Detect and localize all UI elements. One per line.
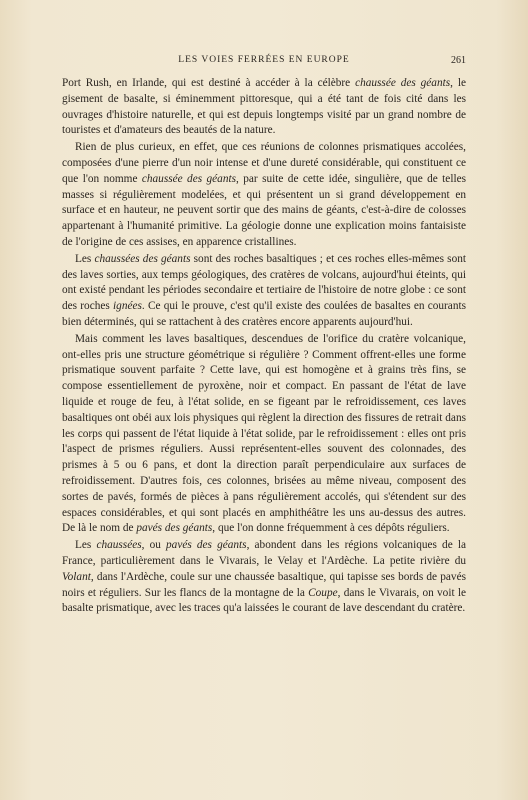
text-run: , dans l'Ardèche, coule sur une chaussée basaltique, qui tapisse ses bords de pavés noirs et réguliers. Sur les flancs de la montagne de la: [62, 570, 466, 599]
text-run: Mais comment les laves basaltiques, descendues de l'orifice du cratère volcanique, ont-elles pris une structure géométrique si régulière ? Comment offrent-elles une forme prismatique souvent parfaite ? Cette lave, qui est homogène et à grains très fins, se compose essentiellement de pyroxène, noir et compact. En passant de l'état de lave liquide et rouge de feu, à l'état solide, en se figeant par le refroidissement, ces laves basaltiques ont obéi aux lois physiques qui règlent la direction des fissures de retrait dans les corps qui passent de l'état liquide à l'état solide, par le refroidissement : elles ont pris l'aspect de prismes réguliers. Aussi représentent-elles souvent des colonnades, des prismes à 5 ou 6 pans, et dont la direction paraît perpendiculaire aux surfaces de refroidissement. D'autres fois, ces colonnes, brisées au même niveau, composent des sortes de pavés, formés de pièces à pans régulièrement accolés, qui s'étendent sur des espaces considérables, et qui sont placés en amphithéâtre les uns au-dessus des autres. De là le nom de: [62, 332, 466, 535]
paragraph: [62, 252, 466, 331]
running-title: LES VOIES FERRÉES EN EUROPE: [178, 55, 350, 65]
italic-run: pavés des géants: [166, 539, 247, 552]
body-text: [62, 76, 466, 617]
italic-run: chaussée des géants: [141, 172, 237, 185]
text-run: , dans le Vivarais, on voit le basalte prismatique, avec les traces qu'a laissées le courant de lave descendant du cratère.: [62, 586, 466, 615]
text-run: , le gisement de basalte, si éminemment pittoresque, qui a été tant de fois cité dans les ouvrages d'histoire naturelle, et qui est depuis longtemps visité par un grand nombre de touristes et d'amateurs des beautés de la nature.: [62, 77, 466, 137]
italic-run: pavés des géants: [136, 522, 213, 535]
paragraph: [62, 332, 466, 537]
text-run: Rien de plus curieux, en effet, que ces réunions de colonnes prismatiques accolées, composées d'une pierre d'un noir intense et d'une dureté considérable, qui constituent ce que l'on nomme: [62, 141, 466, 185]
page-header: [62, 55, 466, 69]
paragraph: [62, 76, 466, 139]
paragraph: [62, 538, 466, 617]
text-run: Port Rush, en Irlande, qui est destiné à accéder à la célèbre: [62, 77, 356, 89]
text-run: , ou: [141, 539, 167, 552]
italic-run: chaussée des géants: [355, 77, 451, 89]
text-run: . Ce qui le prouve, c'est qu'il existe des coulées de basaltes en courants bien déterminés, qui se rattachent à des cratères encore apparents aujourd'hui.: [62, 300, 467, 328]
italic-run: Coupe: [308, 586, 338, 599]
text-run: , par suite de cette idée, singulière, que de telles masses si régulièrement modelées, et qui présentent un si grand développement en surface et en hauteur, ne peuvent sortir que des mains de géants, c'est-à-dire de colosses appartenant à l'humanité primitive. La géologie donne une explication moins fantaisiste de l'origine de ces assises, en apparence cristallines.: [62, 172, 467, 248]
paragraph: [62, 140, 466, 251]
text-run: Les: [75, 252, 95, 265]
text-run: sont des roches basaltiques ; et ces roches elles-mêmes sont des laves sorties, aux temps géologiques, des cratères de volcans, aujourd'hui éteints, qui ont existé pendant les périodes secondaire et tertiaire de l'histoire de notre globe : ce sont des roches: [62, 252, 467, 313]
page-number: 261: [451, 55, 466, 66]
italic-run: chaussées des géants: [94, 252, 191, 265]
italic-run: Volant: [62, 570, 91, 583]
text-run: , abondent dans les régions volcaniques de la France, particulièrement dans le Vivarais, le Velay et l'Ardèche. La petite rivière du: [62, 539, 466, 567]
italic-run: chaussées: [96, 539, 142, 552]
text-run: Les: [75, 539, 97, 552]
italic-run: ignées: [113, 300, 142, 313]
text-run: , que l'on donne fréquemment à ces dépôts réguliers.: [212, 522, 450, 535]
